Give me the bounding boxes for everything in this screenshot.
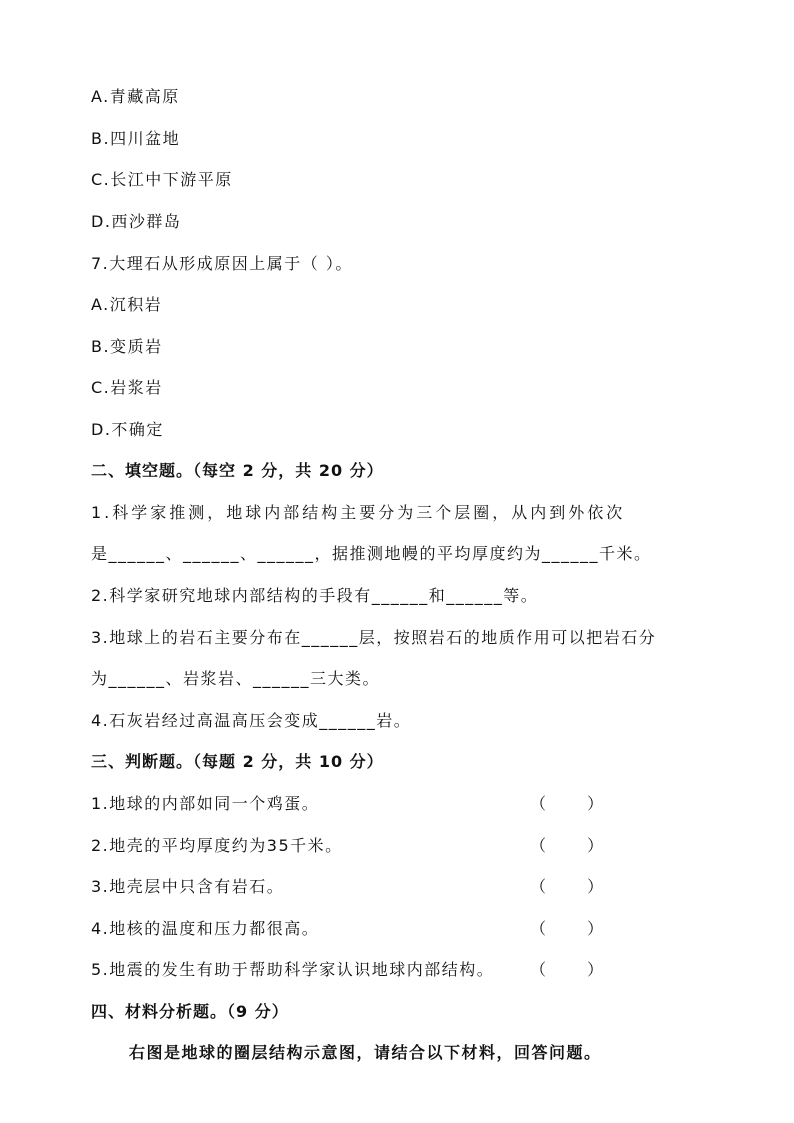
- section2-title: 二、填空题。（每空 2 分，共 20 分）: [91, 461, 384, 480]
- section4-title: 四、材料分析题。（9 分）: [91, 1002, 289, 1021]
- fill-q2: 2.科学家研究地球内部结构的手段有______和______等。: [91, 586, 539, 605]
- judge-item-3: 3.地壳层中只含有岩石。: [91, 877, 285, 896]
- judge-answer-paren-3: （ ）: [530, 877, 622, 896]
- fill-q4: 4.石灰岩经过高温高压会变成______岩。: [91, 711, 412, 730]
- judge-answer-paren-2: （ ）: [530, 836, 622, 855]
- q6-option-c: C.长江中下游平原: [91, 170, 233, 189]
- q7-option-d: D.不确定: [91, 420, 164, 439]
- q7-option-c: C.岩浆岩: [91, 378, 163, 397]
- fill-q3-line2: 为______、岩浆岩、______三大类。: [91, 669, 381, 688]
- q7-option-a: A.沉积岩: [91, 295, 163, 314]
- section4-intro: 右图是地球的圈层结构示意图，请结合以下材料，回答问题。: [129, 1043, 602, 1062]
- fill-q1-line2: 是______、______、______，据推测地幔的平均厚度约为______千米。: [91, 544, 652, 563]
- judge-answer-paren-4: （ ）: [530, 919, 622, 938]
- q7-option-b: B.变质岩: [91, 337, 163, 356]
- q6-option-b: B.四川盆地: [91, 129, 181, 148]
- q6-option-a: A.青藏高原: [91, 87, 180, 106]
- fill-q3-line1: 3.地球上的岩石主要分布在______层，按照岩石的地质作用可以把岩石分: [91, 628, 657, 647]
- judge-item-4: 4.地核的温度和压力都很高。: [91, 919, 320, 938]
- q6-option-d: D.西沙群岛: [91, 212, 182, 231]
- section3-title: 三、判断题。（每题 2 分，共 10 分）: [91, 752, 384, 771]
- judge-item-1: 1.地球的内部如同一个鸡蛋。: [91, 794, 320, 813]
- fill-q1-line1: 1.科学家推测，地球内部结构主要分为三个层圈，从内到外依次: [91, 503, 626, 522]
- q7-stem: 7.大理石从形成原因上属于（ ）。: [91, 254, 353, 273]
- judge-item-5: 5.地震的发生有助于帮助科学家认识地球内部结构。: [91, 960, 495, 979]
- judge-answer-paren-5: （ ）: [530, 960, 622, 979]
- judge-answer-paren-1: （ ）: [530, 794, 622, 813]
- judge-item-2: 2.地壳的平均厚度约为35千米。: [91, 836, 343, 855]
